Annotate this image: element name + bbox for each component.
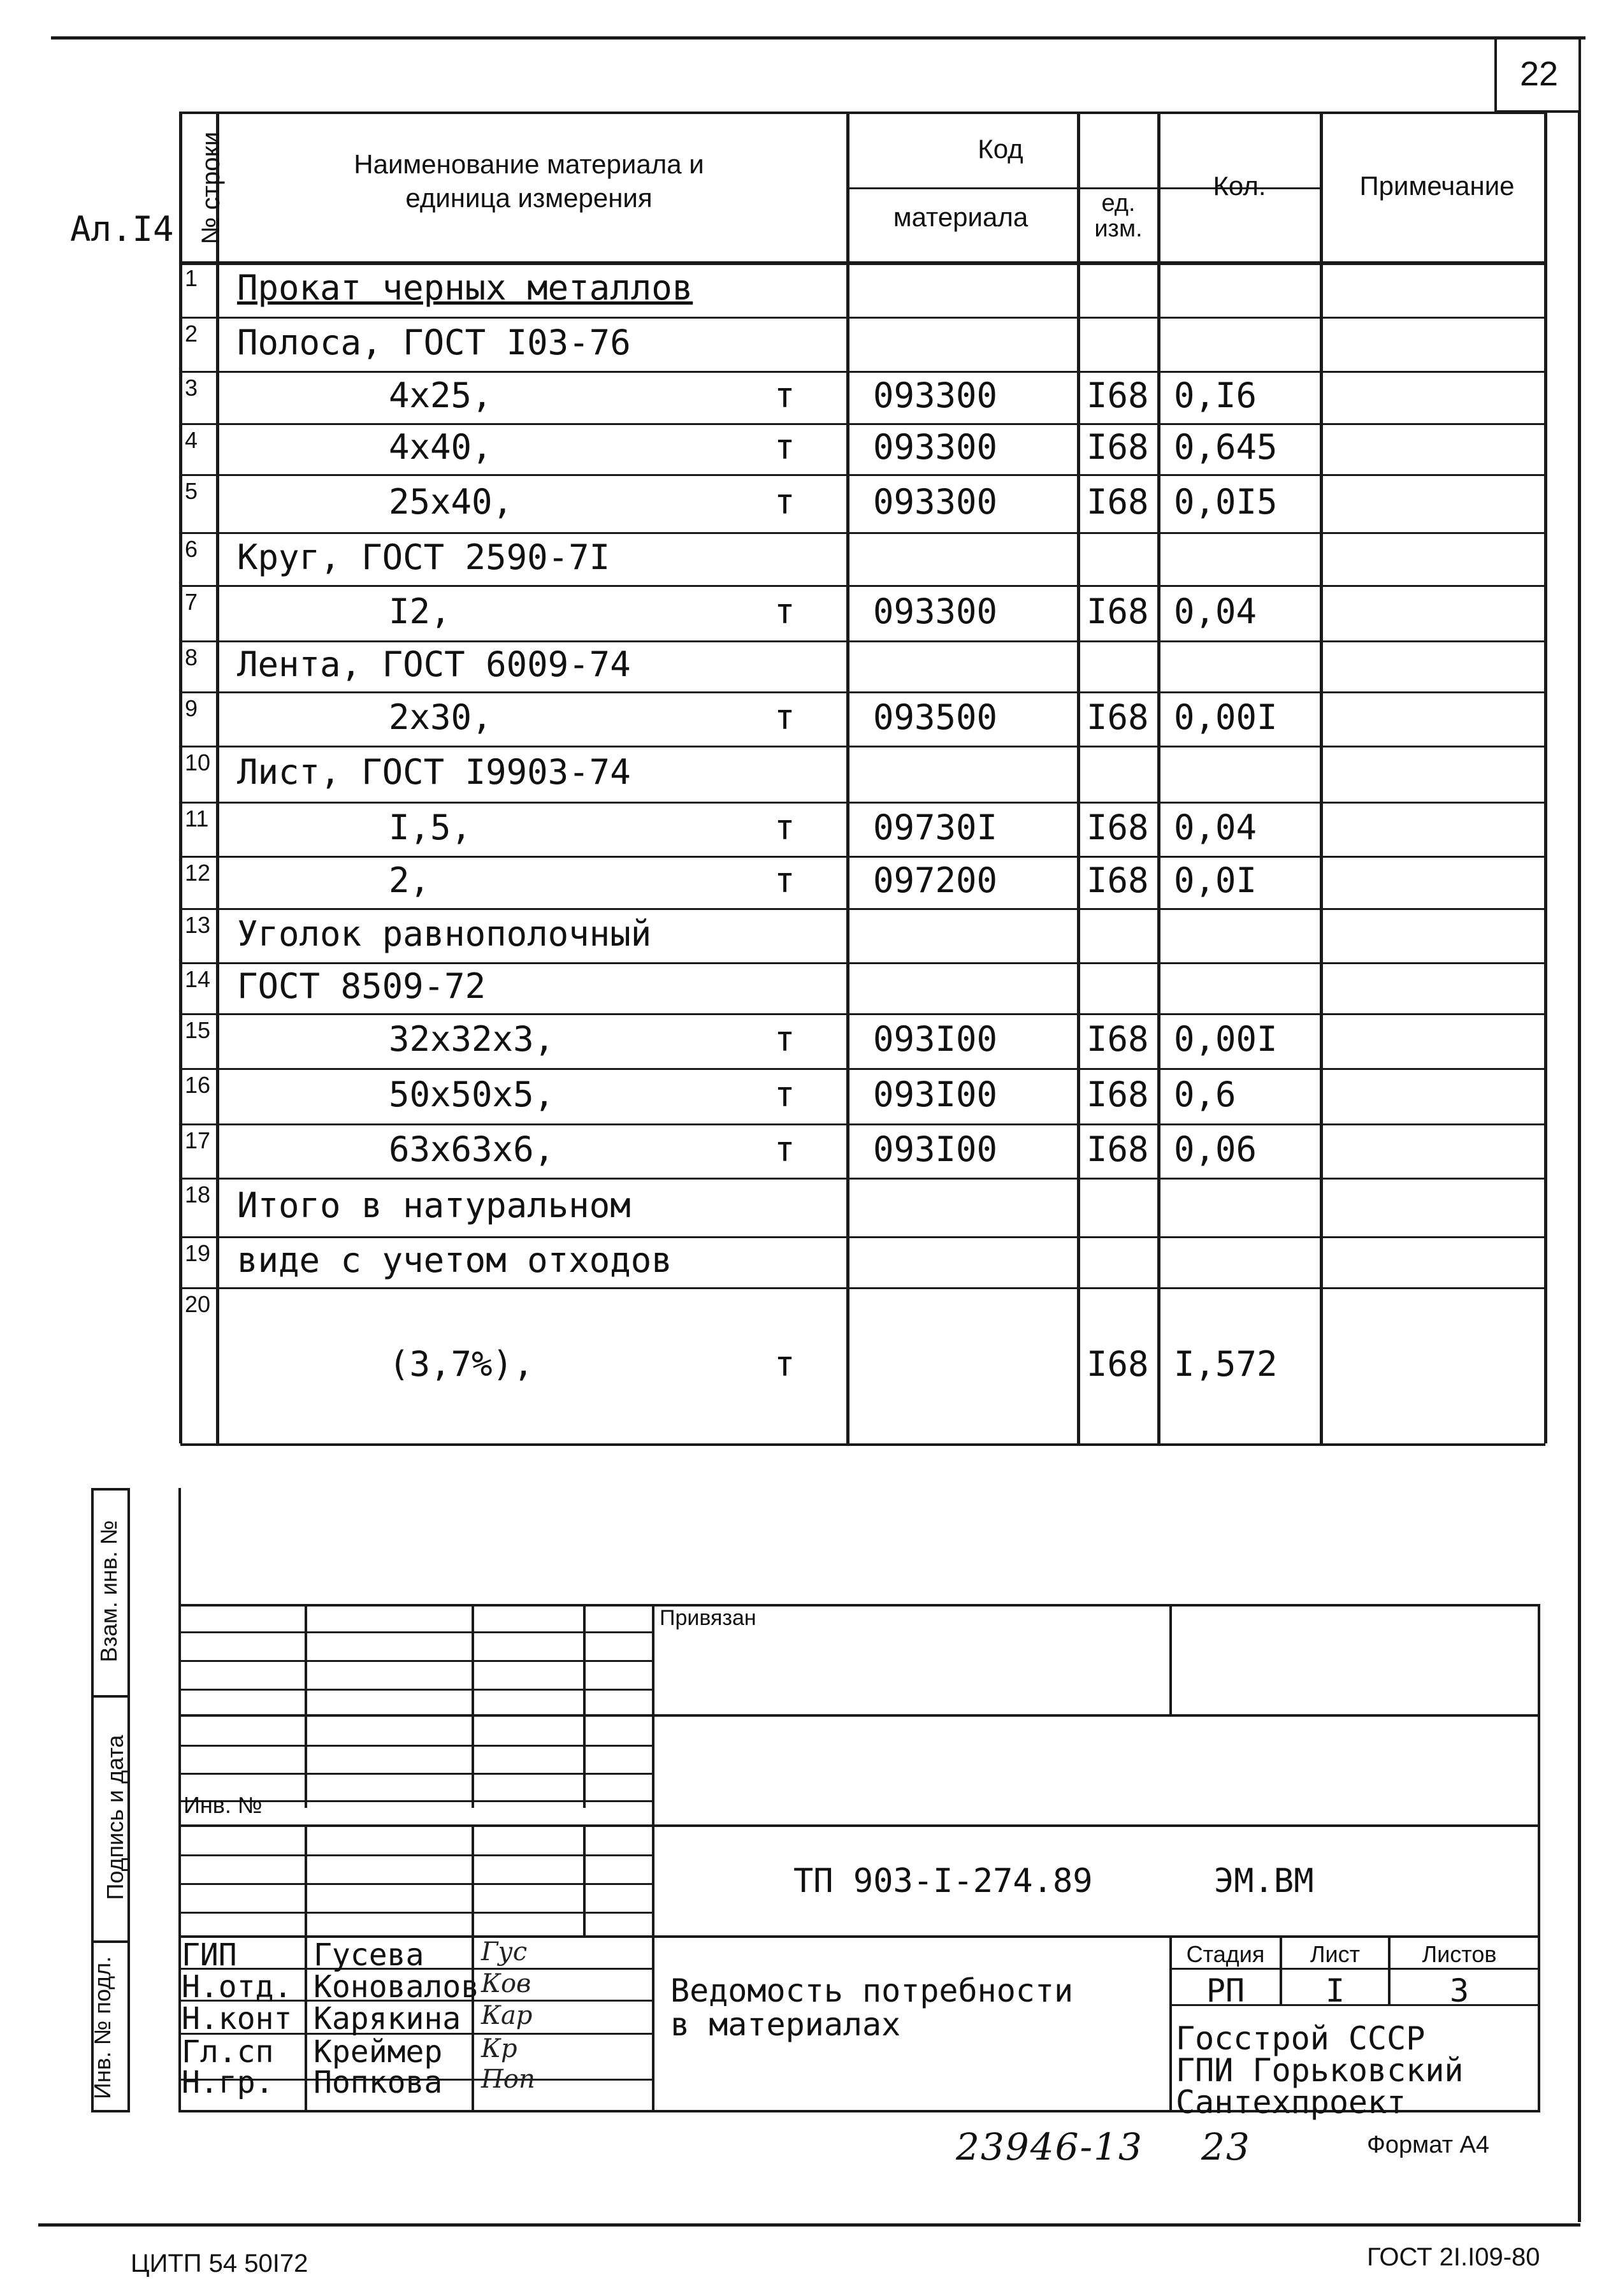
role: ГИП — [182, 1937, 237, 1973]
material-code: 093I00 — [873, 1074, 998, 1115]
row-number: 20 — [185, 1291, 211, 1317]
row-number: 3 — [185, 375, 198, 401]
row-number: 18 — [185, 1181, 211, 1208]
material-name: 4x40, — [389, 427, 493, 467]
material-name: Лист, ГОСТ I9903-74 — [237, 752, 631, 792]
label-sheets: Листов — [1422, 1941, 1497, 1967]
material-code: 093300 — [873, 481, 998, 522]
handwritten-number: 23946-13 — [956, 2125, 1143, 2169]
row-number: 7 — [185, 589, 198, 615]
footer-right-gost: ГОСТ 2I.I09-80 — [1367, 2243, 1540, 2271]
material-name: I2, — [389, 591, 451, 632]
unit: т — [774, 481, 795, 522]
role: Н.конт — [182, 2001, 293, 2037]
stamp-podpis-data: Подпись и дата — [102, 1735, 128, 1900]
col-code — [1077, 112, 1080, 1443]
name: Креймер — [314, 2034, 443, 2070]
unit: т — [774, 375, 795, 415]
material-name: виде с учетом отходов — [237, 1240, 672, 1280]
col-right — [1544, 112, 1547, 1443]
row-number: 16 — [185, 1072, 211, 1098]
quantity: 0,06 — [1174, 1129, 1257, 1169]
sheets-value: 3 — [1449, 1972, 1470, 2009]
unit: т — [774, 697, 795, 737]
doc-title-line2: в материалах — [670, 2006, 901, 2043]
row-number: 6 — [185, 536, 198, 562]
quantity: 0,04 — [1174, 591, 1257, 632]
header-name: Наименование материала и единица измерения — [354, 149, 704, 213]
name: Гусева — [314, 1937, 424, 1973]
material-name: Уголок равнополочный — [237, 913, 652, 954]
role: Н.гр. — [182, 2065, 274, 2100]
header-qty: Кол. — [1213, 171, 1266, 201]
unit-code: I68 — [1087, 427, 1149, 467]
label-privyazan: Привязан — [660, 1606, 756, 1630]
row-number: 19 — [185, 1240, 211, 1266]
unit: т — [774, 1129, 795, 1169]
material-name: ГОСТ 8509-72 — [237, 966, 486, 1006]
row-number: 5 — [185, 478, 198, 504]
unit-code: I68 — [1087, 375, 1149, 415]
header-code-material: материала — [893, 202, 1029, 232]
material-code: 09730I — [873, 807, 998, 848]
unit-code: I68 — [1087, 1343, 1149, 1384]
signature: Поп — [481, 2065, 535, 2094]
row-number: 12 — [185, 860, 211, 886]
quantity: 0,6 — [1174, 1074, 1236, 1115]
material-name: I,5, — [389, 807, 472, 848]
header-code: Код — [978, 134, 1023, 164]
row-number: 11 — [185, 805, 209, 832]
row-number: 17 — [185, 1127, 211, 1153]
material-name: Круг, ГОСТ 2590-7I — [237, 537, 610, 577]
signature: Кар — [481, 2001, 533, 2030]
material-name: 2x30, — [389, 697, 493, 737]
quantity: I,572 — [1174, 1343, 1278, 1384]
unit: т — [774, 1343, 795, 1384]
quantity: 0,04 — [1174, 807, 1257, 848]
material-name: 4x25, — [389, 375, 493, 415]
role: Н.отд. — [182, 1969, 293, 2005]
col-unit — [1157, 112, 1160, 1443]
doc-mark: ЭМ.ВМ — [1214, 1862, 1314, 1900]
row-number: 9 — [185, 695, 198, 721]
col-no — [216, 112, 219, 1443]
page-number: 22 — [1519, 55, 1559, 93]
material-code: 093I00 — [873, 1019, 998, 1059]
row-number: 10 — [185, 749, 211, 776]
material-name: Прокат черных металлов — [237, 267, 693, 308]
name: Карякина — [314, 2001, 461, 2037]
material-name: Полоса, ГОСТ I03-76 — [237, 322, 631, 363]
unit-code: I68 — [1087, 1129, 1149, 1169]
quantity: 0,00I — [1174, 1019, 1278, 1059]
stamp-vzam-inv: Взам. инв. № — [96, 1520, 122, 1663]
material-name: Итого в натуральном — [237, 1185, 631, 1225]
unit-code: I68 — [1087, 1074, 1149, 1115]
material-name: 63x63x6, — [389, 1129, 555, 1169]
row-number: 1 — [185, 265, 198, 291]
table-top-border — [180, 112, 1545, 114]
label-stage: Стадия — [1186, 1941, 1265, 1967]
stamp-inv-podl: Инв. № подл. — [89, 1956, 115, 2100]
material-code: 093I00 — [873, 1129, 998, 1169]
side-label: Ал.I4 — [70, 209, 174, 249]
unit-code: I68 — [1087, 591, 1149, 632]
row-number: 15 — [185, 1017, 211, 1043]
header-row-number: № строки — [197, 131, 225, 245]
unit-code: I68 — [1087, 860, 1149, 900]
footer-left-code: ЦИТП 54 50I72 — [131, 2249, 308, 2278]
material-name: 32x32x3, — [389, 1019, 555, 1059]
unit: т — [774, 591, 795, 632]
name: Попкова — [314, 2065, 443, 2100]
material-code: 093300 — [873, 427, 998, 467]
table-bottom-border — [180, 1443, 1545, 1446]
unit-code: I68 — [1087, 481, 1149, 522]
quantity: 0,00I — [1174, 697, 1278, 737]
label-inv-no: Инв. № — [184, 1792, 263, 1818]
org-line3: Сантехпроект — [1176, 2084, 1406, 2121]
unit: т — [774, 427, 795, 467]
stage-value: РП — [1206, 1972, 1245, 2009]
material-name: 50x50x5, — [389, 1074, 555, 1115]
right-border — [1578, 113, 1581, 2222]
material-name: 25x40, — [389, 481, 514, 522]
org-line2: ГПИ Горьковский — [1176, 2052, 1464, 2089]
col-left — [179, 112, 182, 1443]
handwritten-page: 23 — [1201, 2125, 1251, 2169]
row-number: 8 — [185, 644, 198, 670]
material-code: 093500 — [873, 697, 998, 737]
quantity: 0,645 — [1174, 427, 1278, 467]
unit: т — [774, 807, 795, 848]
unit: т — [774, 1074, 795, 1115]
material-name: (3,7%), — [389, 1343, 534, 1384]
sheet-value: I — [1325, 1972, 1345, 2009]
material-name: Лента, ГОСТ 6009-74 — [237, 644, 631, 684]
unit-code: I68 — [1087, 807, 1149, 848]
material-code: 097200 — [873, 860, 998, 900]
unit: т — [774, 1019, 795, 1059]
header-bottom-border — [180, 261, 1545, 265]
signature: Кр — [481, 2034, 517, 2063]
header-code-unit: ед. изм. — [1094, 190, 1143, 242]
material-code: 093300 — [873, 591, 998, 632]
unit-code: I68 — [1087, 1019, 1149, 1059]
quantity: 0,I6 — [1174, 375, 1257, 415]
doc-title-line1: Ведомость потребности — [670, 1972, 1074, 2009]
row-number: 2 — [185, 321, 198, 347]
format-label: Формат А4 — [1367, 2132, 1490, 2158]
role: Гл.сп — [182, 2034, 274, 2070]
bottom-rule — [38, 2223, 1580, 2227]
row-number: 13 — [185, 912, 211, 938]
unit: т — [774, 860, 795, 900]
org-line1: Госстрой СССР — [1176, 2020, 1426, 2057]
material-name: 2, — [389, 860, 431, 900]
quantity: 0,0I5 — [1174, 481, 1278, 522]
top-rule — [51, 36, 1585, 40]
signature: Гус — [481, 1937, 528, 1967]
col-qty — [1320, 112, 1323, 1443]
signature: Ков — [481, 1969, 531, 1998]
name: Коновалов — [314, 1969, 480, 2005]
doc-code: ТП 903-I-274.89 — [793, 1862, 1093, 1900]
col-name — [846, 112, 849, 1443]
label-sheet: Лист — [1310, 1941, 1361, 1967]
row-number: 4 — [185, 427, 198, 453]
header-note: Примечание — [1359, 171, 1515, 201]
material-code: 093300 — [873, 375, 998, 415]
quantity: 0,0I — [1174, 860, 1257, 900]
unit-code: I68 — [1087, 697, 1149, 737]
row-number: 14 — [185, 966, 211, 992]
